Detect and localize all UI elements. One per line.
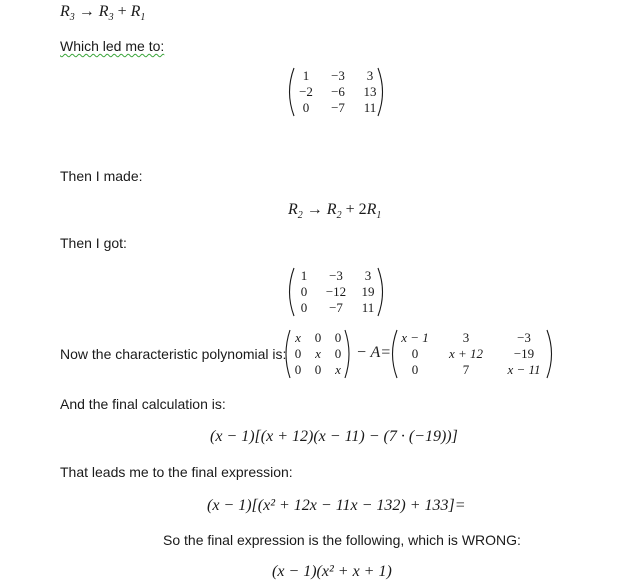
- row-op-2: $R_2 \to R_2 + 2R_1$: [288, 201, 382, 222]
- m2-cell: 3: [364, 268, 372, 283]
- row-op-1: $R_3 \to R_3 + R_1$: [60, 3, 146, 24]
- xi-cell: 0: [314, 330, 322, 345]
- which-led-label: Which led me to:: [60, 38, 165, 54]
- xi-cell: 0: [294, 362, 302, 377]
- left-paren: [290, 268, 295, 316]
- m3-cell: 3: [462, 330, 470, 345]
- m3-cell: −19: [513, 346, 535, 361]
- xi-cell: x: [295, 330, 301, 345]
- m1-cell: 0: [302, 100, 310, 115]
- xi-cell: 0: [314, 362, 322, 377]
- m1-cell: 3: [366, 68, 374, 83]
- matrix-after-op-1: [286, 66, 390, 118]
- left-paren: [286, 330, 290, 378]
- m3-cell: x − 11: [507, 362, 541, 377]
- m1-cell: −2: [299, 84, 313, 99]
- m1-cell: −7: [331, 100, 345, 115]
- final-calc-label: And the final calculation is:: [60, 396, 226, 412]
- right-paren: [547, 330, 552, 378]
- then-got-label: Then I got:: [60, 235, 127, 251]
- leads-to-label: That leads me to the final expression:: [60, 464, 293, 480]
- m2-cell: 19: [361, 284, 375, 299]
- m2-cell: −12: [325, 284, 347, 299]
- m2-cell: 1: [300, 268, 308, 283]
- left-paren: [393, 330, 398, 378]
- m2-cell: −3: [329, 268, 343, 283]
- char-matrix: [389, 328, 557, 380]
- right-paren: [345, 330, 349, 378]
- m3-cell: x − 1: [401, 330, 429, 345]
- left-paren: [290, 68, 295, 116]
- matrix-after-op-2: [286, 266, 390, 318]
- m3-cell: 7: [462, 362, 470, 377]
- then-made-label: Then I made:: [60, 168, 143, 184]
- final-calc-expression: (x − 1)[(x + 12)(x − 11) − (7 · (−19))]: [210, 428, 458, 445]
- m1-cell: −3: [331, 68, 345, 83]
- xi-cell: x: [335, 362, 341, 377]
- m2-cell: 11: [361, 300, 375, 315]
- m3-cell: −3: [517, 330, 531, 345]
- expanded-expression: (x − 1)[(x² + 12x − 11x − 132) + 133]=: [207, 497, 466, 514]
- minus-a-operator: − A=: [356, 344, 392, 361]
- m1-cell: 11: [363, 100, 377, 115]
- m1-cell: 1: [302, 68, 310, 83]
- m2-cell: 0: [300, 284, 308, 299]
- right-paren: [378, 68, 383, 116]
- row-op-2-text: [0, 0, 1, 1]
- right-paren: [378, 268, 383, 316]
- so-final-label: So the final expression is the following, which is WRONG:: [163, 532, 521, 548]
- char-poly-label: Now the characteristic polynomial is:: [60, 346, 287, 362]
- m3-cell: 0: [411, 362, 419, 377]
- m2-cell: 0: [300, 300, 308, 315]
- xi-cell: 0: [334, 330, 342, 345]
- m1-cell: 13: [363, 84, 377, 99]
- xi-cell: 0: [334, 346, 342, 361]
- x-identity-matrix: [283, 328, 353, 380]
- wrong-final-expression: (x − 1)(x² + x + 1): [272, 563, 392, 580]
- m1-cell: −6: [331, 84, 345, 99]
- xi-cell: 0: [294, 346, 302, 361]
- m2-cell: −7: [329, 300, 343, 315]
- m3-cell: x + 12: [448, 346, 484, 361]
- m3-cell: 0: [411, 346, 419, 361]
- row-op-1-text: [0, 0, 1, 1]
- xi-cell: x: [315, 346, 321, 361]
